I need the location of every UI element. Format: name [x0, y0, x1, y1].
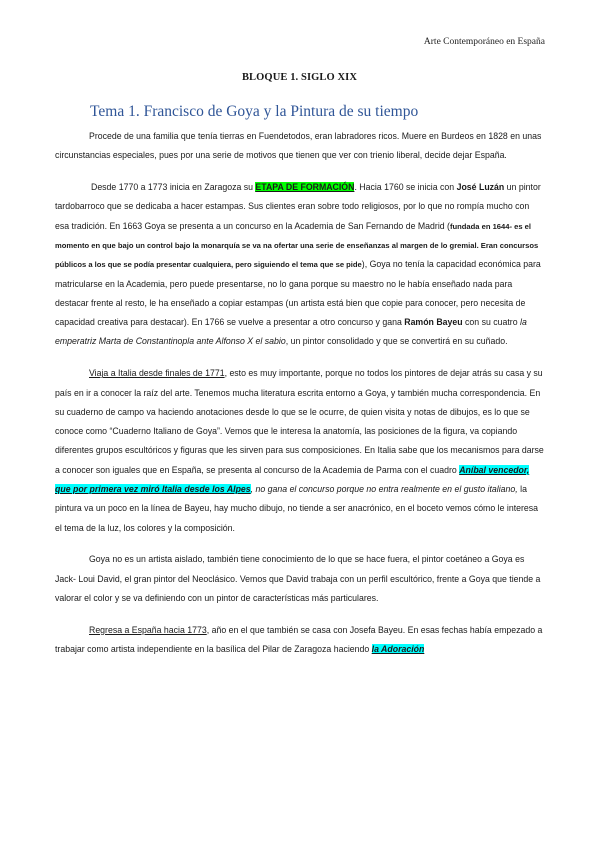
paragraph-formation	[55, 178, 545, 352]
paragraph-return	[55, 621, 545, 660]
formation-text-a: Desde 1770 a 1773 inicia en Zaragoza su	[91, 182, 256, 193]
formation-text-e: con su cuatro	[462, 317, 521, 328]
italy-heading: Viaja a Italia desde finales de 1771	[89, 368, 225, 379]
running-header: Arte Contemporáneo en España	[423, 37, 545, 47]
adoracion-highlight: la Adoración	[371, 644, 425, 655]
body-text	[55, 127, 545, 672]
formation-text-b: . Hacia 1760 se inicia con	[354, 182, 457, 193]
formation-text-c: un pintor tardobarroco que se dedicaba a hacer estampas. Sus clientes eran sobre todo religiosos, por lo que no rompía mucho con esa tradición. En 1663 Goya se presenta a un concurso en la Academia de San Fernando de Madrid (	[55, 182, 541, 231]
block-title: BLOQUE 1. SIGLO XIX	[241, 72, 358, 83]
anibal-highlight: Aníbal vencedor, que por primera vez miró Italia desde los Alpes	[55, 464, 530, 495]
bayeu-name: Ramón Bayeu	[404, 317, 463, 328]
paragraph-david-text: Goya no es un artista aislado, también tiene conocimiento de lo que se hace fuera, el pintor coetáneo a Goya es Jack- Loui David, el gran pintor del Neoclásico. Vemos que David trabaja con un perfil escultórico, frente a Goya que tiende a valorar el color y se va definiendo con un pintor de características más particulares.	[55, 554, 541, 604]
italy-text-b: , no gana el concurso porque no entra realmente en el gusto italiano,	[250, 484, 518, 495]
paragraph-origin	[55, 127, 545, 166]
formation-text-d: ), Goya no tenía la capacidad económica para matricularse en la Academia, pero puede presentarse, no lo gana porque su maestro no le había enseñado nada para destacar frente al resto, le ha enseñado a copiar estampas (un artista está bien que copie para conocer, pero necesita de capacidad creativa para destacar). En 1766 se vuelve a presentar a otro concurso y gana	[55, 259, 541, 328]
paragraph-origin-text: Procede de una familia que tenía tierras en Fuendetodos, eran labradores ricos. Muere en Burdeos en 1828 en unas circunstancias especiales, pues por una serie de motivos que tienen que ver con trienio liberal, decide dejar España.	[55, 131, 542, 161]
formation-text-f: , un pintor consolidado y que se convertirá en su cuñado.	[285, 336, 508, 347]
italy-text-a: , esto es muy importante, porque no todos los pintores de dejar atrás su casa y su país en ir a conocer la raíz del arte. Tenemos mucha literatura escrita entorno a Goya, y también mucha correspondencia. En su cuaderno de campo va haciendo anotaciones desde lo que se le ocurre, de quien visita y notas de dibujos, es lo que se conoce como “Cuaderno Italiano de Goya”. Vemos que le interesa la anatomía, las posiciones de la figura, va copiando diferentes grupos escultóricos y figuras que les sirven para sus composiciones. En Italia sabe que los mecanismos para darse a conocer son iguales que en España, se presenta al concurso de la Academia de Parma con el cuadro	[55, 368, 544, 475]
paragraph-italy	[55, 364, 545, 538]
formation-highlight: ETAPA DE FORMACIÓN	[255, 182, 355, 193]
italy-text-c: la pintura va un poco en la línea de Bayeu, hay mucho dibujo, no tiende a ser anacrónico, en el boceto vemos cómo le interesa el tema de la luz, los colores y la composición.	[55, 484, 539, 533]
luzan-name: José Luzán	[456, 182, 505, 193]
topic-title: Tema 1. Francisco de Goya y la Pintura de su tiempo	[90, 103, 419, 120]
return-heading: Regresa a España hacia 1773	[89, 624, 207, 635]
academy-note: fundada en 1644- es el momento en que bajo un control bajo la monarquía se va na ofertar una serie de enseñanzas al margen de lo gremial. Eran concursos públicos a los que se podía presentar cualquiera, pero siguiendo el tema que se pide	[55, 221, 539, 270]
paragraph-david	[55, 550, 545, 608]
return-text-a: , año en el que también se casa con Josefa Bayeu. En esas fechas había empezado a trabajar como artista independiente en la basílica del Pilar de Zaragoza haciendo	[55, 624, 543, 655]
bayeu-work-title: la emperatriz Marta de Constantinopla ante Alfonso X el sabio	[55, 317, 527, 347]
